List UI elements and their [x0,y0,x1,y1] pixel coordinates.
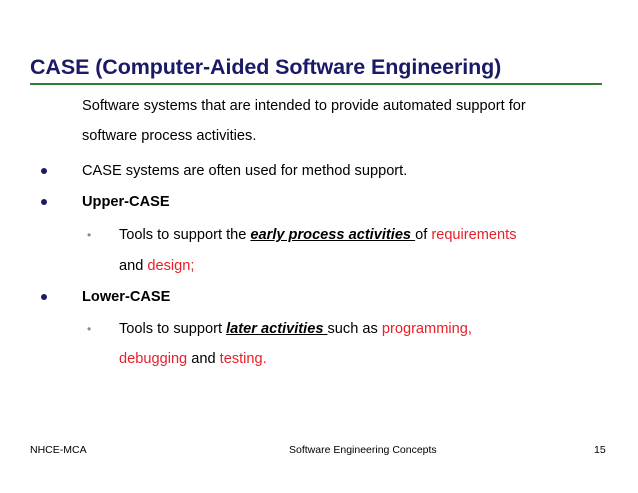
bullet-upper-case: Upper-CASE [82,194,170,210]
upper-text-3: of [415,227,432,243]
lower-testing: testing. [219,351,267,367]
upper-emphasis: early process activities [250,227,416,243]
lower-case-description-line-1 [119,320,472,338]
bullet-dot-icon [41,168,47,174]
sub-bullet-icon: • [87,228,92,242]
lower-text-3: such as [327,321,382,337]
upper-case-description-line-1 [119,226,517,244]
lower-emphasis: later activities [226,321,328,337]
footer-center: Software Engineering Concepts [289,444,437,456]
intro-line-1: Software systems that are intended to provide automated support for [82,98,526,114]
page-number: 15 [594,444,606,456]
bullet-lower-case: Lower-CASE [82,289,171,305]
intro-line-2: software process activities. [82,128,257,144]
title-divider [30,83,602,85]
footer-left: NHCE-MCA [30,444,87,456]
bullet-dot-icon [41,294,47,300]
sub-bullet-icon: • [87,322,92,336]
upper-requirements: requirements [431,227,517,243]
lower-text-1: Tools to support [119,321,227,337]
upper-design: design; [147,258,195,274]
bullet-case-method-support: CASE systems are often used for method support. [82,163,408,179]
bullet-dot-icon [41,199,47,205]
lower-text-6: and [187,351,220,367]
lower-programming: programming, [381,321,472,337]
lower-case-description-line-2 [119,350,267,368]
lower-debugging: debugging [119,351,188,367]
upper-case-description-line-2 [119,257,194,275]
upper-text-1: Tools to support the [119,227,251,243]
slide-title: CASE (Computer-Aided Software Engineering) [30,55,502,79]
upper-text-5: and [119,258,148,274]
